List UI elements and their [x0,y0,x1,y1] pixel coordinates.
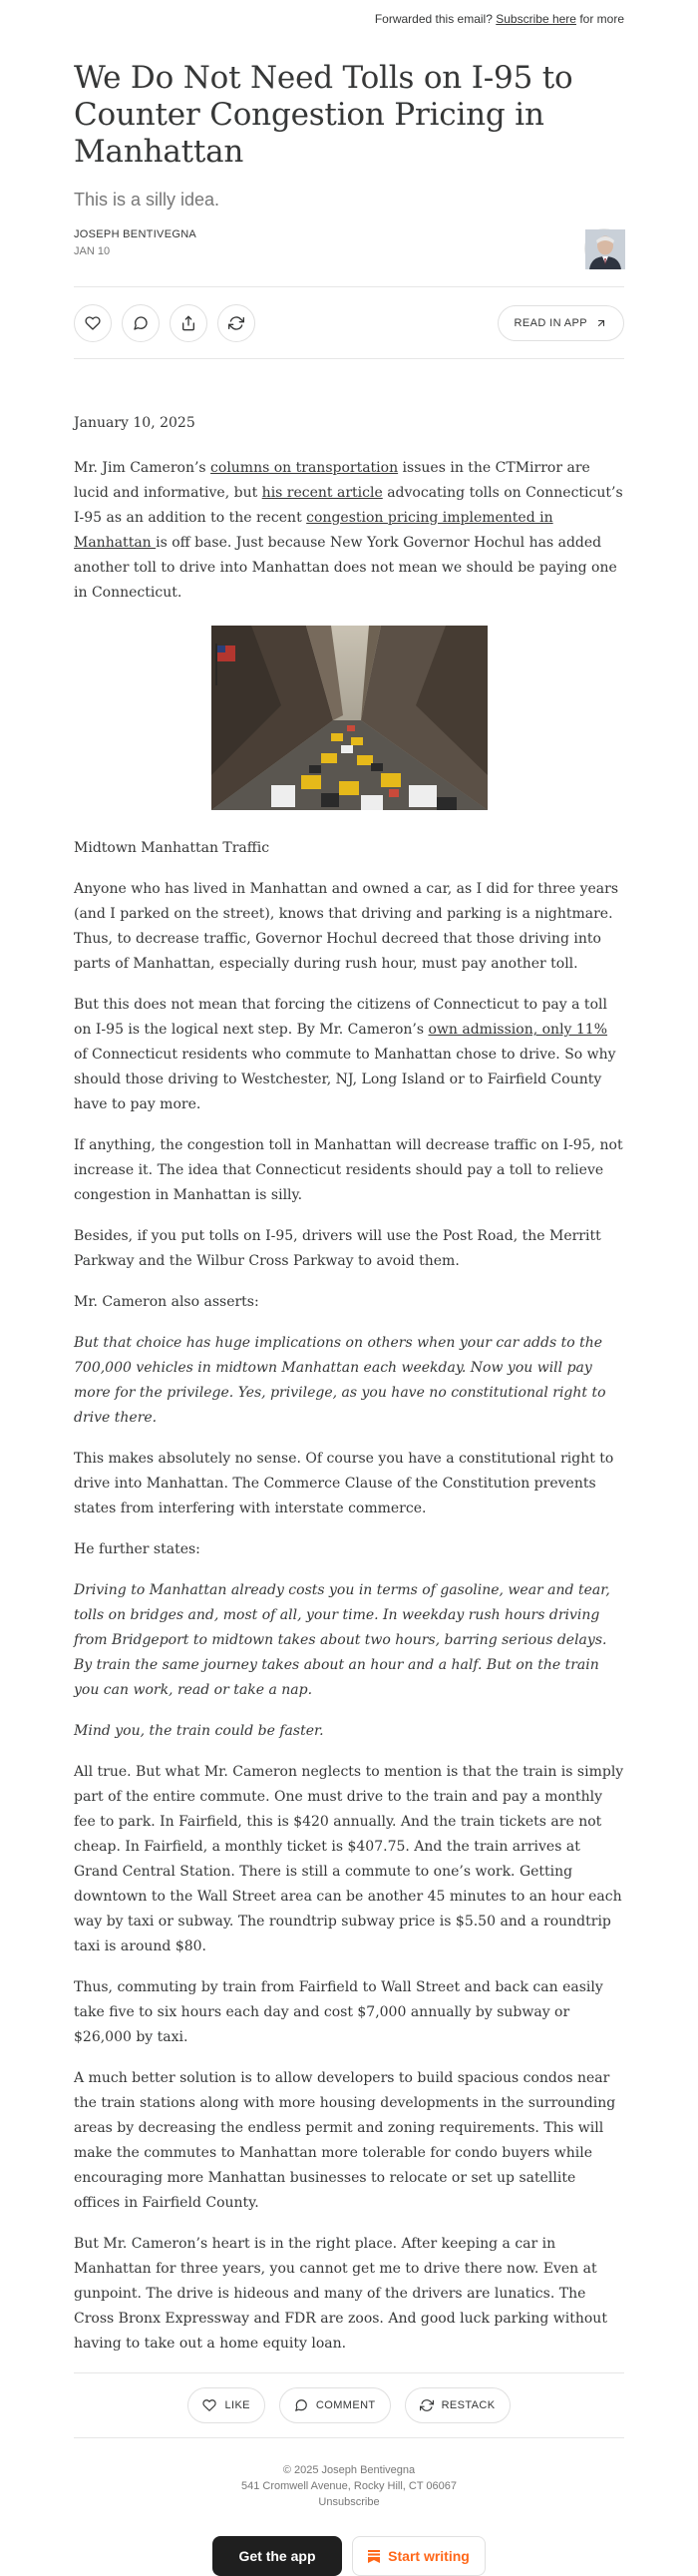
start-writing-button[interactable] [352,2536,486,2576]
heart-icon [85,315,101,331]
recent-article-link[interactable]: his recent article [261,485,383,501]
footer [74,2438,624,2510]
content-column [74,0,624,2576]
comment-label: COMMENT [315,2399,376,2411]
read-in-app-button[interactable] [498,305,624,341]
paragraph [74,456,624,606]
paragraph: Thus, commuting by train from Fairfield to Wall Street and back can easily take five to six hours each day and cost $7,000 annually by subway or $26,000 by taxi. [74,1979,603,2045]
share-icon [180,315,196,331]
heart-icon [202,2398,216,2412]
manhattan-traffic-image[interactable] [211,626,488,810]
restack-label: RESTACK [441,2399,496,2411]
author-name[interactable]: JOSEPH BENTIVEGNA [74,228,197,240]
post-title[interactable]: We Do Not Need Tolls on I-95 to Counter Congestion Pricing in Manhattan [74,60,573,170]
article-date: January 10, 2025 [74,415,195,431]
restack-icon [420,2398,434,2412]
text-run: But this does not mean that forcing the citizens of Connecticut to pay a toll on I-95 is the logical next step. By Mr. Cameron’s [74,997,607,1038]
comment-icon [294,2398,308,2412]
like-button[interactable] [74,304,112,342]
columns-link[interactable]: columns on transportation [210,460,399,476]
text-run: issues in the CTMirror are lucid and informative, but [74,460,590,501]
address: 541 Cromwell Avenue, Rocky Hill, CT 06067 [240,2480,458,2492]
post-date: JAN 10 [74,245,111,257]
quote-text: Driving to Manhattan already costs you in terms of gasoline, wear and tear, tolls on bridges and, most of all, your time. In weekday rush hours driving from Bridgeport to midtown takes about two hours, barring serious delays. By train the same journey takes about an hour and a half. But on the train you can work, read or take a nap. [74,1582,610,1698]
forward-bar [74,0,624,28]
block-quote [74,1331,624,1431]
block-quote [74,1719,624,1744]
paragraph: If anything, the congestion toll in Manhattan will decrease traffic on I-95, not increase it. The idea that Connecticut residents should pay a toll to relieve congestion in Manhattan is silly. [74,1137,623,1203]
block-quote [74,1578,624,1703]
text-run: is off base. Just because New York Governor Hochul has added another toll to drive into Manhattan does not mean we should be paying one in Connecticut. [74,535,617,601]
cta-row [74,2536,624,2576]
quote-text: But that choice has huge implications on others when your car adds to the 700,000 vehicles in midtown Manhattan each weekday. Now you will pay more for the privilege. Yes, privilege, as you have no constitutional right to drive there. [74,1335,606,1426]
quote-text: Mind you, the train could be faster. [74,1723,324,1739]
paragraph: But Mr. Cameron’s heart is in the right place. After keeping a car in Manhattan for three years, you cannot get me to drive there now. Even at gunpoint. The drive is hideous and many of the drivers are lunatics. The Cross Bronx Expressway and FDR are zoos. And good luck parking without having to take out a home equity loan. [74,2236,607,2352]
byline [74,228,624,272]
start-writing-label: Start writing [388,2548,470,2564]
comment-button[interactable] [279,2387,391,2423]
paragraph: Besides, if you put tolls on I-95, drivers will use the Post Road, the Merritt Parkway and the Wilbur Cross Parkway to avoid them. [74,1228,601,1269]
text-run: of Connecticut residents who commute to Manhattan chose to drive. So why should those driving to Westchester, NJ, Long Island or to Fairfield County have to pay more. [74,1047,616,1112]
comment-icon [133,315,149,331]
paragraph: A much better solution is to allow developers to build spacious condos near the train stations along with more housing developments in the surrounding areas by decreasing the endless permit and zoning requirements. This will make the commutes to Manhattan more tolerable for condo buyers while encouraging more Manhattan businesses to relocate or set up satellite offices in Fairfield County. [74,2070,616,2211]
paragraph: All true. But what Mr. Cameron neglects to mention is that the train is simply part of the entire commute. One must drive to the train and pay a monthly fee to park. In Fairfield, this is $420 annually. And the train tickets are not cheap. In Fairfield, a monthly ticket is $407.75. And the train arrives at Grand Central Station. There is still a commute to one’s work. Getting downtown to the Wall Street area can be another 45 minutes to an hour each way by taxi or subway. The roundtrip subway price is $5.50 and a roundtrip taxi is around $80. [74,1764,624,1954]
substack-logo-icon [368,2550,380,2563]
comment-button[interactable] [122,304,160,342]
forward-prefix: Forwarded this email? [374,12,493,26]
like-button[interactable] [187,2387,264,2423]
get-app-button[interactable]: Get the app [212,2536,342,2576]
forward-suffix: for more [579,12,624,26]
congestion-pricing-link[interactable]: congestion pricing implemented in Manhattan [74,510,553,551]
post-actions-bar [74,286,624,359]
paragraph: This makes absolutely no sense. Of course you have a constitutional right to drive into Manhattan. The Commerce Clause of the Constitution prevents states from interfering with interstate commerce. [74,1451,614,1516]
image-caption: Midtown Manhattan Traffic [74,840,270,856]
paragraph [74,993,624,1117]
bottom-actions [74,2373,624,2437]
article-body [74,411,624,2357]
restack-button[interactable] [405,2387,511,2423]
read-in-app-label: READ IN APP [514,317,587,329]
copyright: © 2025 Joseph Bentivegna [282,2464,416,2476]
text-run: Mr. Jim Cameron’s [74,460,211,476]
restack-button[interactable] [217,304,255,342]
like-label: LIKE [224,2399,250,2411]
restack-icon [228,315,244,331]
text-run: advocating tolls on Connecticut’s I-95 as an addition to the recent [74,485,623,526]
avatar[interactable] [584,228,624,268]
paragraph: Mr. Cameron also asserts: [74,1294,259,1310]
subscribe-link[interactable]: Subscribe here [496,12,576,26]
own-admission-link[interactable]: own admission, only 11% [428,1022,608,1038]
share-button[interactable] [170,304,207,342]
unsubscribe-link[interactable]: Unsubscribe [318,2496,380,2508]
post-subtitle: This is a silly idea. [74,190,220,210]
paragraph: Anyone who has lived in Manhattan and owned a car, as I did for three years (and I parked on the street), knows that driving and parking is a nightmare. Thus, to decrease traffic, Governor Hochul decreed that those driving into parts of Manhattan, especially during rush hour, must pay another toll. [74,881,619,972]
arrow-up-right-icon [595,317,607,329]
paragraph: He further states: [74,1541,200,1557]
